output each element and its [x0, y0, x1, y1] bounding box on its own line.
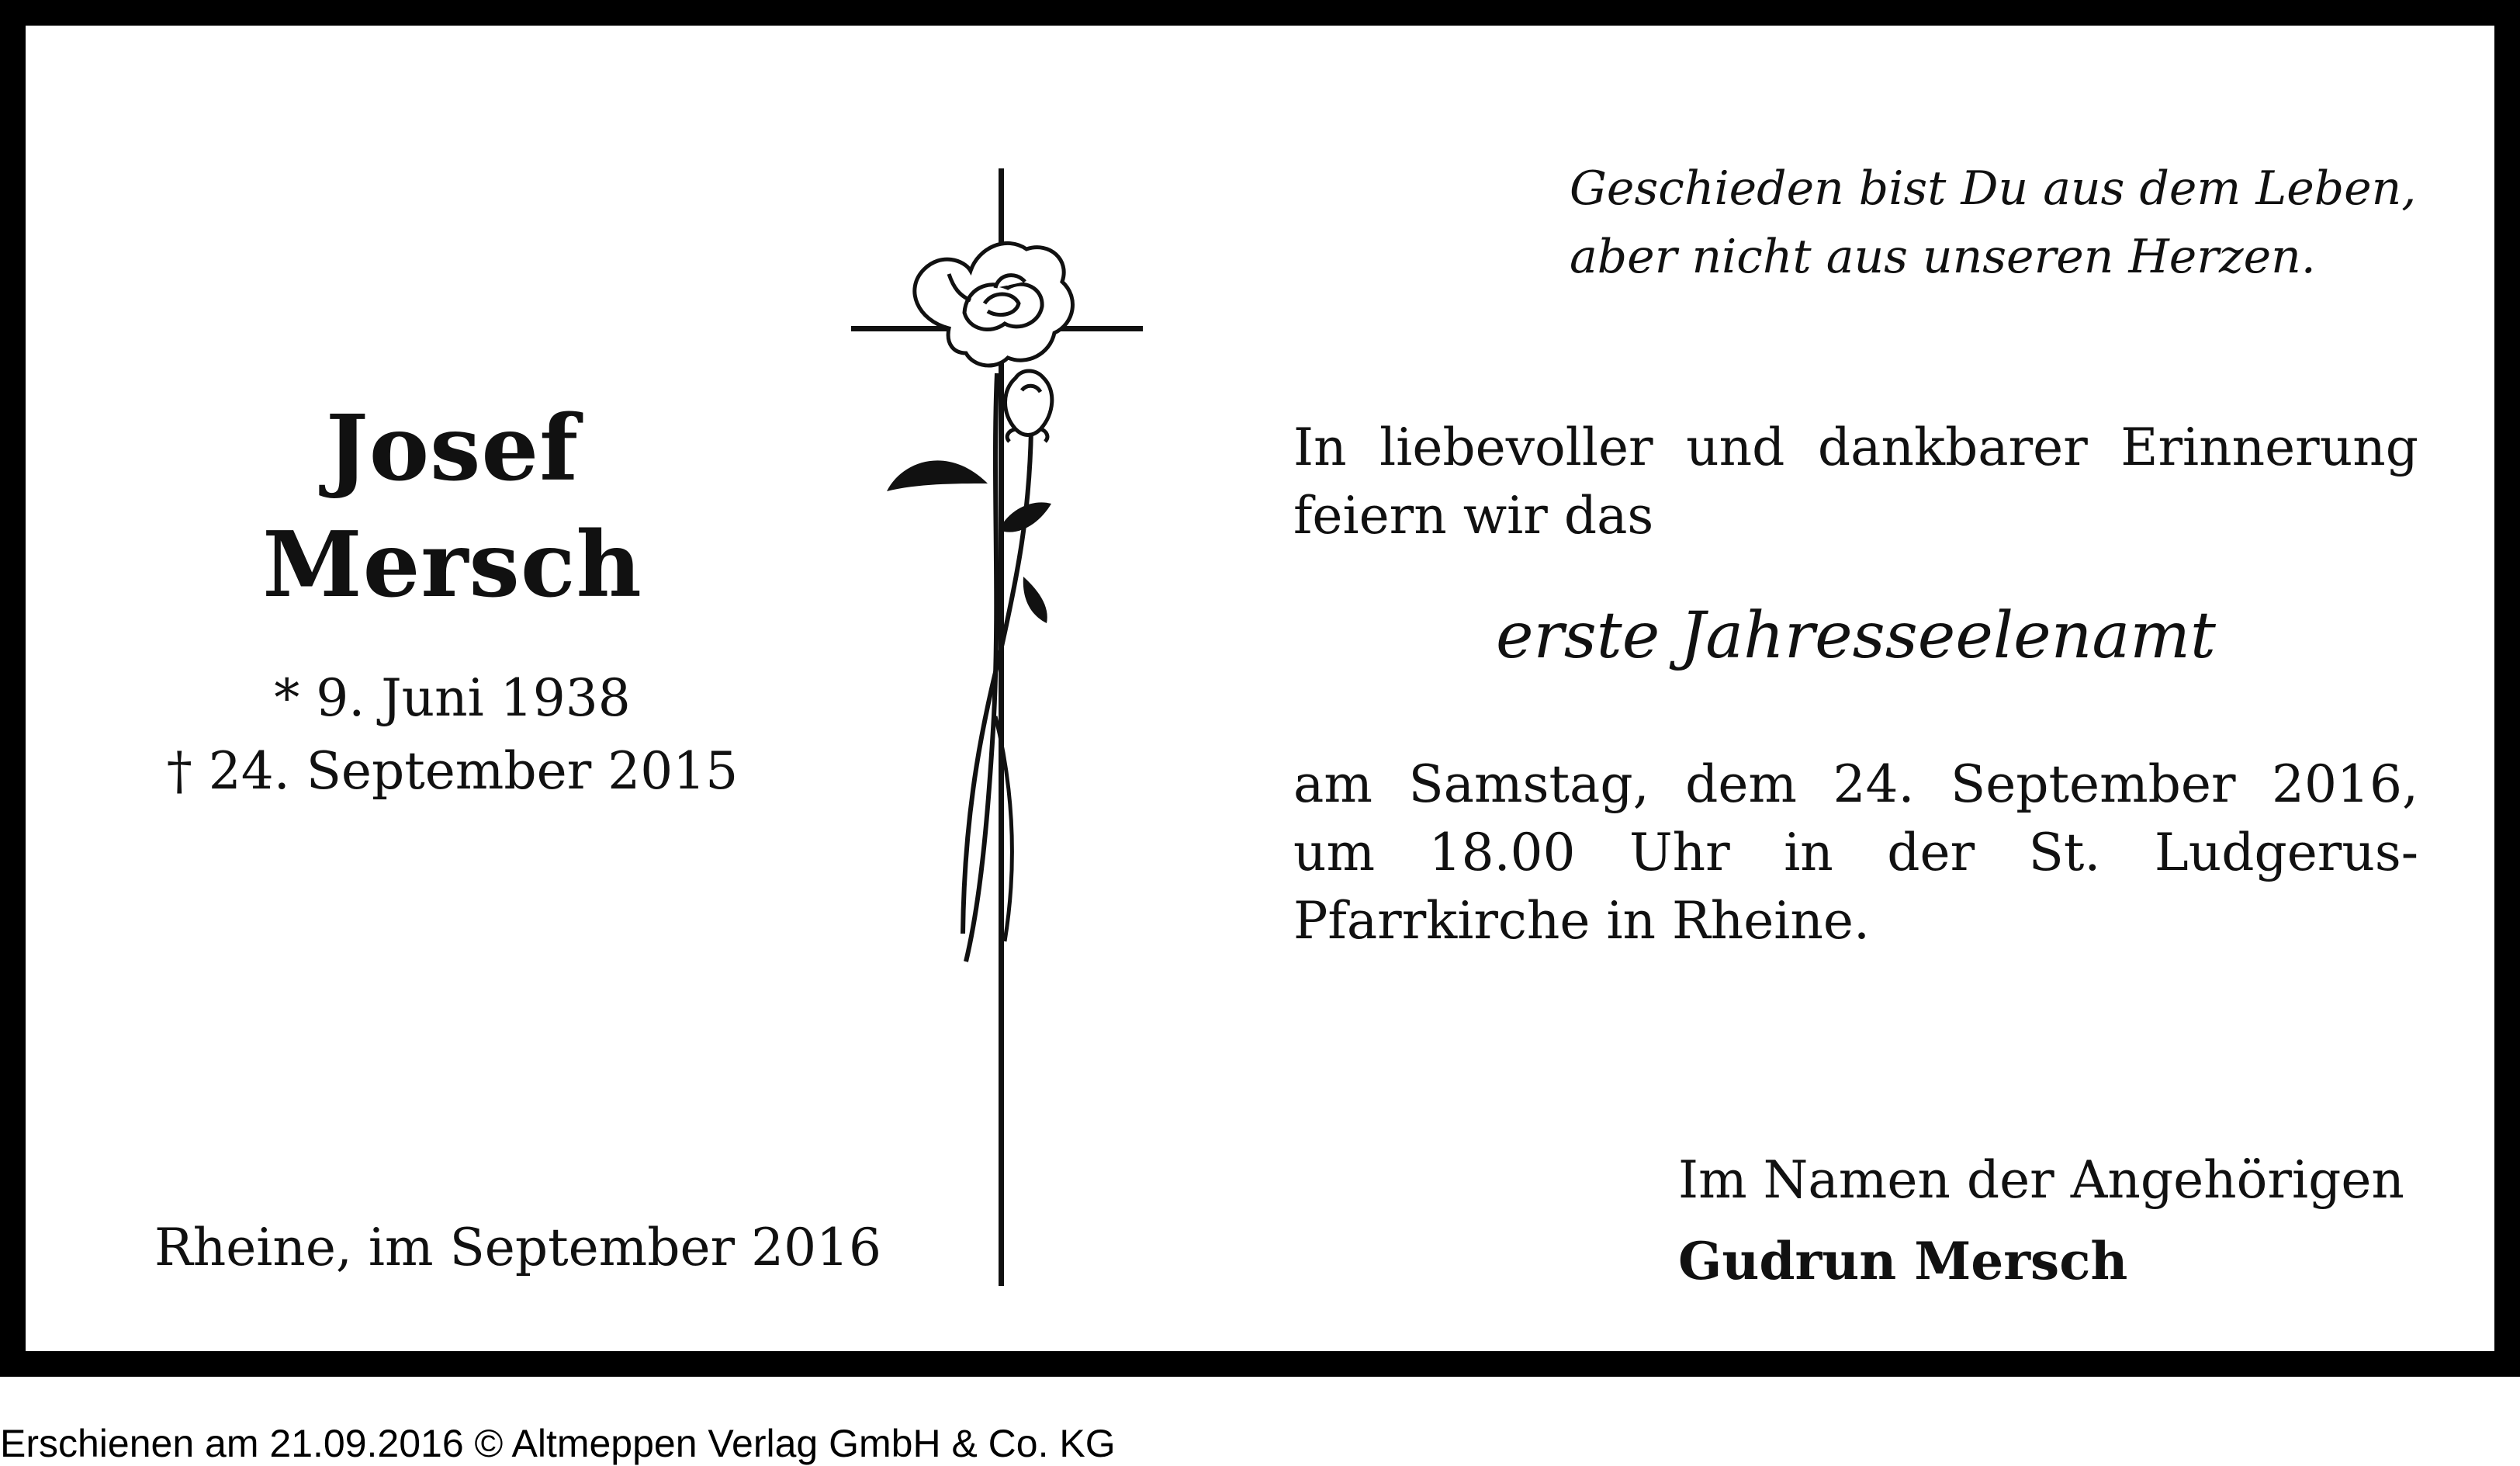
- life-dates: [134, 662, 770, 808]
- signer-name: Gudrun Mersch: [1678, 1231, 2128, 1291]
- deceased-last-name: Mersch: [262, 512, 642, 618]
- birth-date: * 9. Juni 1938: [274, 668, 631, 728]
- place-and-date: Rheine, im September 2016: [154, 1218, 882, 1277]
- intro-line: In liebevoller und dankbarer Erinnerung: [1293, 418, 2418, 477]
- detail-line: Pfarrkirche in Rheine.: [1293, 891, 1870, 951]
- quote-line: aber nicht aus unseren Herzen.: [1570, 230, 2316, 284]
- rose-bud-icon: [1006, 371, 1052, 442]
- quote-line: Geschieden bist Du aus dem Leben,: [1570, 161, 2417, 216]
- service-details: [1293, 750, 2418, 955]
- leaf-icon: [1023, 577, 1047, 623]
- leaf-icon: [999, 502, 1051, 532]
- signature-block: [1678, 1140, 2404, 1301]
- rose-icon: [915, 243, 1073, 366]
- intro-line: feiern wir das: [1293, 486, 1654, 546]
- leaf-icon: [887, 460, 988, 491]
- signature-intro: Im Namen der Angehörigen: [1678, 1150, 2404, 1210]
- publication-footer: Erschienen am 21.09.2016 © Altmeppen Verlag GmbH & Co. KG: [0, 1422, 1116, 1465]
- memorial-quote: [1570, 154, 2416, 291]
- deceased-name: [134, 390, 770, 623]
- detail-line: am Samstag, dem 24. September 2016,: [1293, 754, 2418, 814]
- detail-line: um 18.00 Uhr in der St. Ludgerus-: [1293, 823, 2418, 882]
- deceased-first-name: Josef: [325, 396, 580, 501]
- death-date: † 24. September 2015: [166, 741, 739, 801]
- intro-text: [1293, 414, 2418, 550]
- cross-with-rose-icon: [832, 158, 1174, 1291]
- service-title: erste Jahresseelenamt: [1495, 599, 2217, 673]
